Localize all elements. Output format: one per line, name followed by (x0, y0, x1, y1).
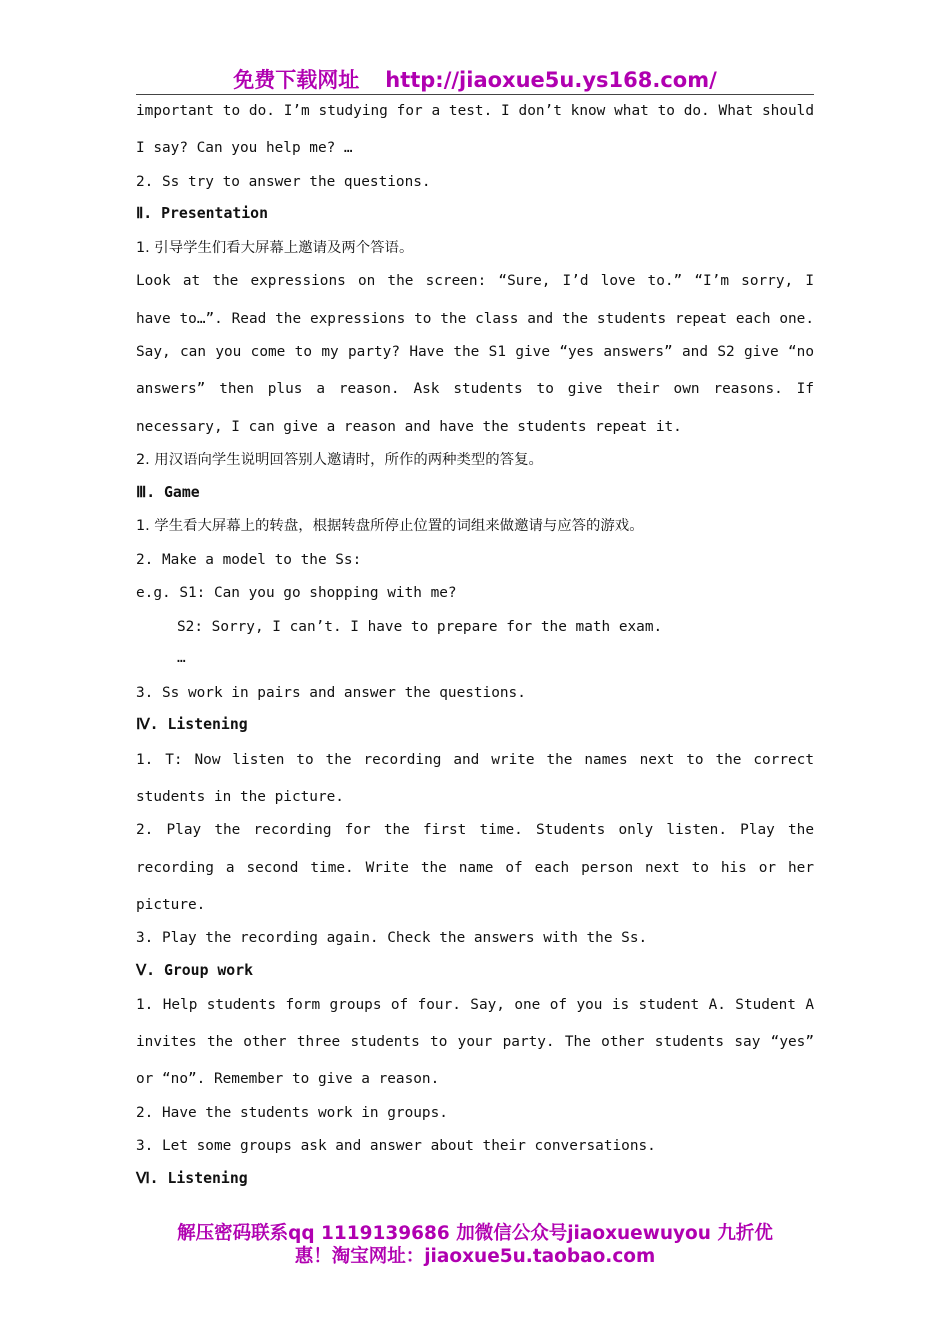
footer-line-2: 惠！淘宝网址：jiaoxue5u.taobao.com (294, 1246, 656, 1267)
text-line: 2. Make a model to the Ss: (136, 552, 362, 568)
section-heading-listening: Ⅳ. Listening (136, 716, 248, 733)
text-line: Look at the expressions on the screen: “Sure, I’d love to.” “I’m sorry, I (136, 273, 814, 289)
text-line: e.g. S1: Can you go shopping with me? (136, 585, 457, 601)
section-heading-presentation: Ⅱ. Presentation (136, 205, 269, 222)
text-line: invites the other three students to your party. The other students say “yes” (136, 1034, 814, 1050)
text-line: 3. Play the recording again. Check the answers with the Ss. (136, 930, 648, 946)
text-line: or “no”. Remember to give a reason. (136, 1071, 440, 1087)
text-line: 2. Ss try to answer the questions. (136, 174, 431, 190)
header-site-name: 免费下载网址 (233, 68, 360, 92)
text-line: … (177, 650, 186, 666)
text-line: 3. Ss work in pairs and answer the questions. (136, 685, 526, 701)
text-line: recording a second time. Write the name of each person next to his or her (136, 860, 814, 876)
text-line: S2: Sorry, I can’t. I have to prepare for the math exam. (177, 619, 663, 635)
text-line: I say? Can you help me? … (136, 140, 353, 156)
page-header (136, 66, 814, 95)
section-heading-group-work: Ⅴ. Group work (136, 962, 254, 979)
text-line: picture. (136, 897, 206, 913)
header-url-link[interactable]: http://jiaoxue5u.ys168.com/ (385, 68, 717, 92)
text-line: 2. 用汉语向学生说明回答别人邀请时，所作的两种类型的答复。 (136, 452, 543, 468)
text-line: 1. Help students form groups of four. Say, one of you is student A. Student A (136, 997, 814, 1013)
text-line: important to do. I’m studying for a test. I don’t know what to do. What should (136, 103, 814, 119)
text-line: Say, can you come to my party? Have the S1 give “yes answers” and S2 give “no (136, 344, 814, 360)
section-heading-game: Ⅲ. Game (136, 484, 200, 501)
text-line: answers” then plus a reason. Ask students to give their own reasons. If (136, 381, 814, 397)
text-line: 1. 学生看大屏幕上的转盘，根据转盘所停止位置的词组来做邀请与应答的游戏。 (136, 518, 644, 534)
text-line: have to…”. Read the expressions to the class and the students repeat each one. (136, 311, 814, 327)
text-line: students in the picture. (136, 789, 344, 805)
text-line: 1. 引导学生们看大屏幕上邀请及两个答语。 (136, 240, 414, 256)
text-line: 2. Play the recording for the first time. Students only listen. Play the (136, 822, 814, 838)
footer-line-1: 解压密码联系qq 1119139686 加微信公众号jiaoxuewuyou 九折优 (177, 1223, 773, 1244)
text-line: necessary, I can give a reason and have the students repeat it. (136, 419, 682, 435)
text-line: 1. T: Now listen to the recording and write the names next to the correct (136, 752, 814, 768)
text-line: 3. Let some groups ask and answer about their conversations. (136, 1138, 656, 1154)
section-heading-listening-2: Ⅵ. Listening (136, 1170, 248, 1187)
text-line: 2. Have the students work in groups. (136, 1105, 448, 1121)
